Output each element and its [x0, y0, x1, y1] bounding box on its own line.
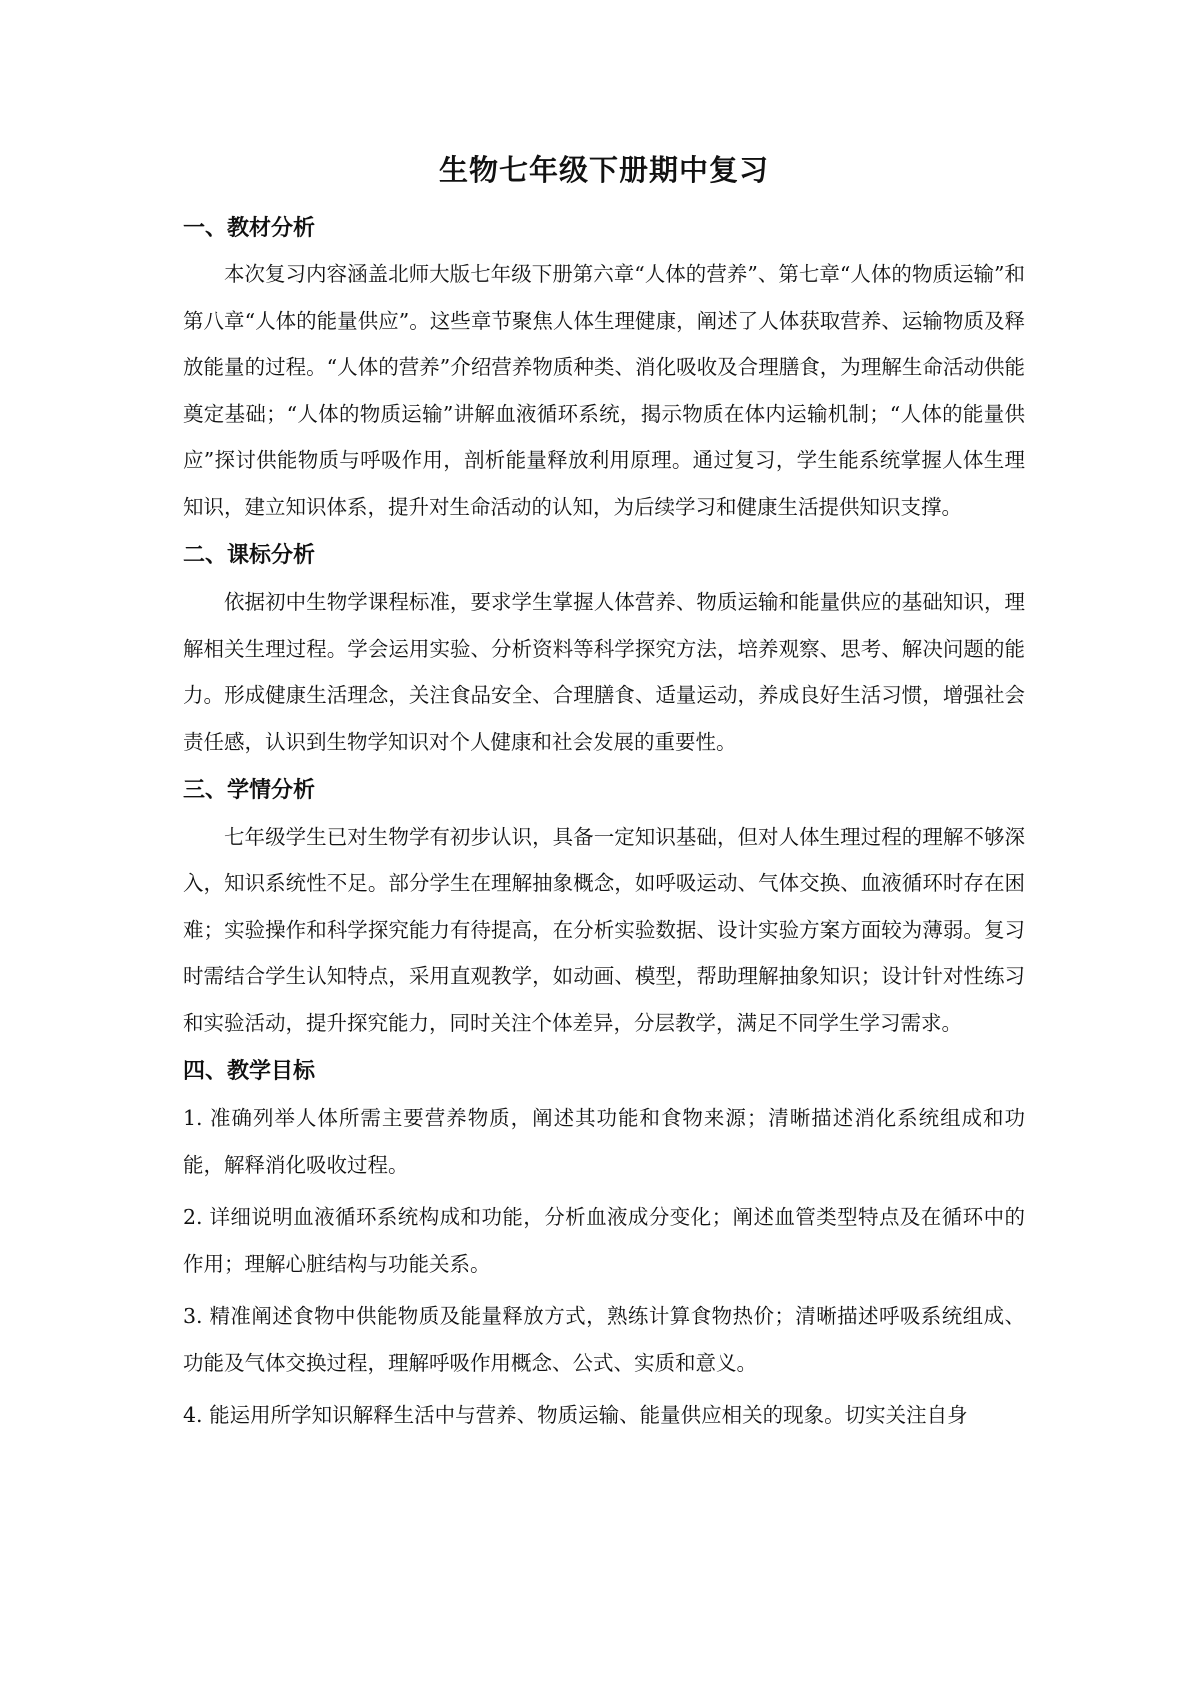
goal-item: 2. 详细说明血液循环系统构成和功能，分析血液成分变化；阐述血管类型特点及在循环中的作用；理解心脏结构与功能关系。 [183, 1205, 1025, 1276]
document-page [183, 150, 1025, 1445]
document-title: 生物七年级下册期中复习 [438, 153, 769, 187]
section-heading: 三、学情分析 [183, 777, 316, 804]
section-learner-analysis [183, 775, 1025, 1046]
section-heading: 二、课标分析 [183, 542, 316, 569]
section-paragraph: 本次复习内容涵盖北师大版七年级下册第六章“人体的营养”、第七章“人体的物质运输”和第八章“人体的能量供应”。这些章节聚焦人体生理健康，阐述了人体获取营养、运输物质及释放能量的过程。“人体的营养”介绍营养物质种类、消化吸收及合理膳食，为理解生命活动供能奠定基础；“人体的物质运输”讲解血液循环系统，揭示物质在体内运输机制；“人体的能量供应”探讨供能物质与呼吸作用，剖析能量释放利用原理。通过复习，学生能系统掌握人体生理知识，建立知识体系，提升对生命活动的认知，为后续学习和健康生活提供知识支撑。 [183, 262, 1025, 519]
goal-item: 1. 准确列举人体所需主要营养物质，阐述其功能和食物来源；清晰描述消化系统组成和功能，解释消化吸收过程。 [183, 1106, 1025, 1177]
section-paragraph: 依据初中生物学课程标准，要求学生掌握人体营养、物质运输和能量供应的基础知识，理解相关生理过程。学会运用实验、分析资料等科学探究方法，培养观察、思考、解决问题的能力。形成健康生活理念，关注食品安全、合理膳食、适量运动，养成良好生活习惯，增强社会责任感，认识到生物学知识对个人健康和社会发展的重要性。 [183, 590, 1025, 754]
goal-item: 4. 能运用所学知识解释生活中与营养、物质运输、能量供应相关的现象。切实关注自身 [183, 1403, 968, 1428]
section-teaching-goals [183, 1056, 1025, 1438]
section-curriculum-analysis [183, 540, 1025, 765]
goal-item: 3. 精准阐述食物中供能物质及能量释放方式，熟练计算食物热价；清晰描述呼吸系统组成、功能及气体交换过程，理解呼吸作用概念、公式、实质和意义。 [183, 1304, 1025, 1375]
section-heading: 一、教材分析 [183, 214, 316, 241]
section-heading: 四、教学目标 [183, 1058, 316, 1085]
section-textbook-analysis [183, 213, 1025, 531]
section-paragraph: 七年级学生已对生物学有初步认识，具备一定知识基础，但对人体生理过程的理解不够深入，知识系统性不足。部分学生在理解抽象概念，如呼吸运动、气体交换、血液循环时存在困难；实验操作和科学探究能力有待提高，在分析实验数据、设计实验方案方面较为薄弱。复习时需结合学生认知特点，采用直观教学，如动画、模型，帮助理解抽象知识；设计针对性练习和实验活动，提升探究能力，同时关注个体差异，分层教学，满足不同学生学习需求。 [183, 824, 1025, 1035]
